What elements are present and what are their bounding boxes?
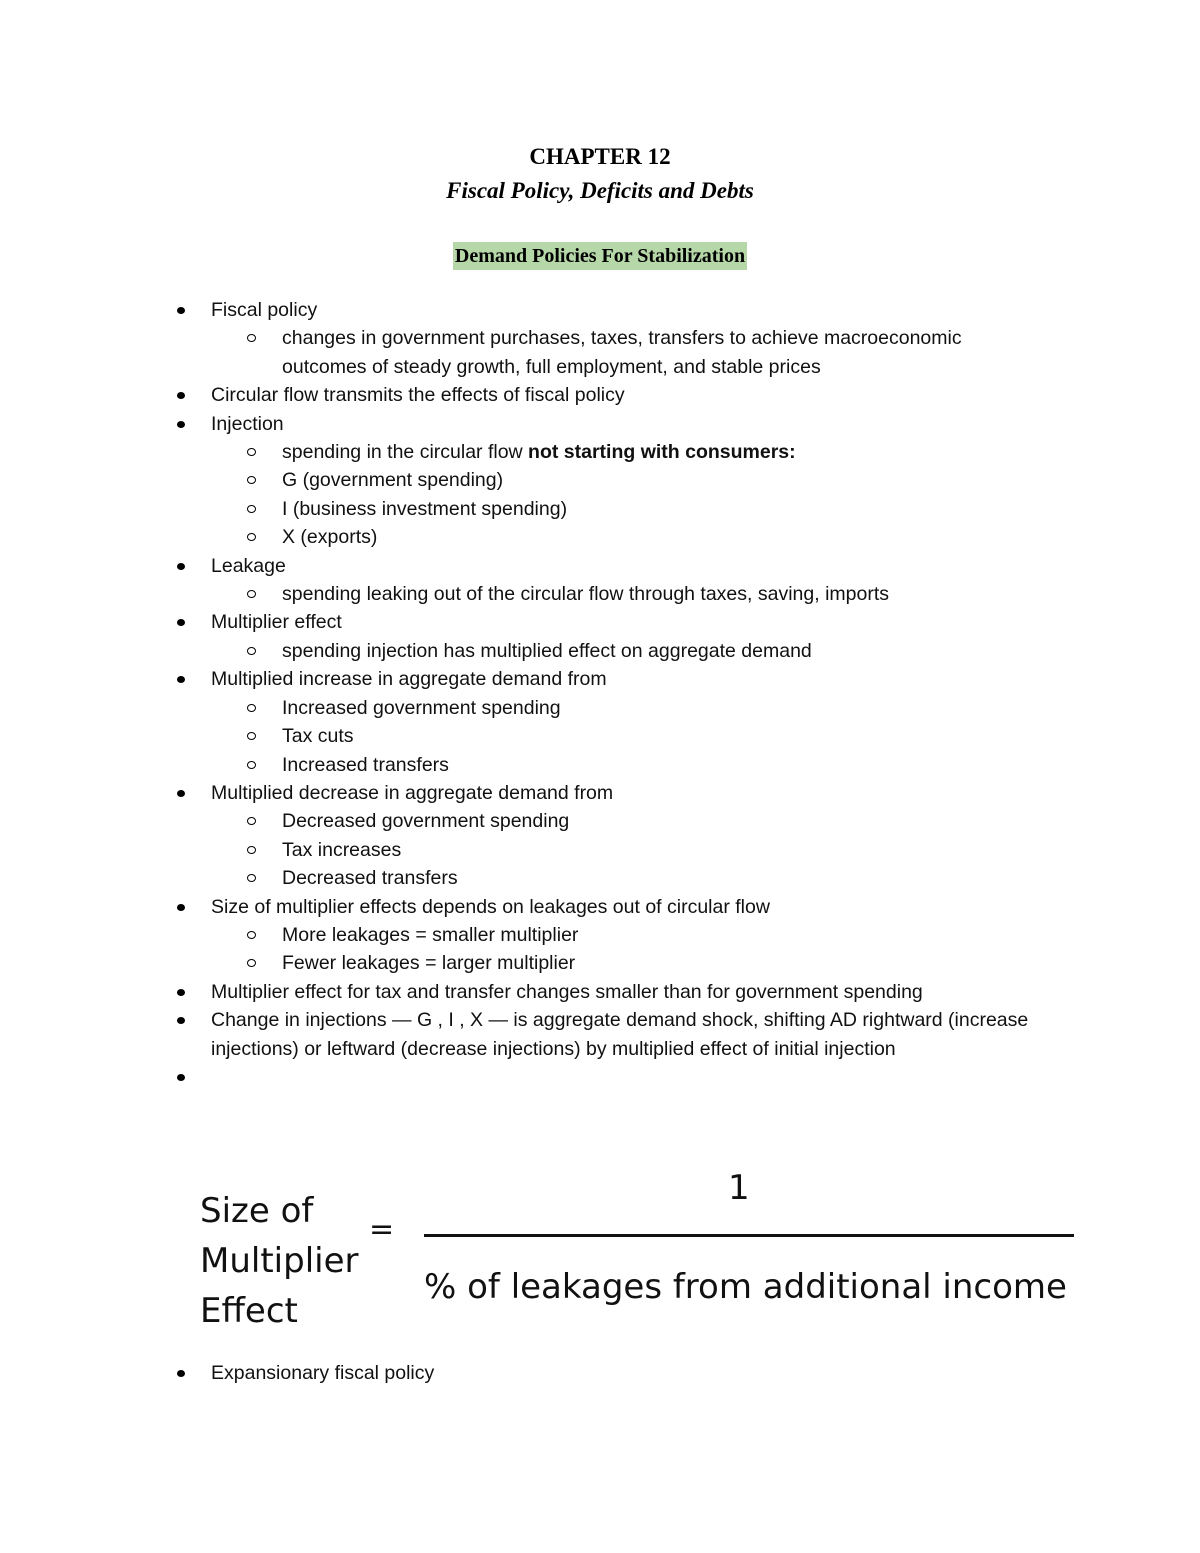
list-item-text: Circular flow transmits the effects of fiscal policy — [211, 384, 625, 407]
sub-list-item — [0, 949, 1200, 977]
list-item-text: X (exports) — [282, 526, 378, 549]
hollow-bullet-icon — [247, 704, 256, 712]
list-item-text: Expansionary fiscal policy — [211, 1362, 435, 1384]
hollow-bullet-icon — [247, 959, 256, 967]
list-item-text: Increased transfers — [282, 753, 449, 776]
formula-numerator: 1 — [728, 1168, 750, 1208]
list-item — [0, 296, 1200, 324]
hollow-bullet-icon — [247, 533, 256, 541]
hollow-bullet-icon — [247, 505, 256, 513]
sub-list-item — [0, 864, 1200, 892]
list-item — [0, 665, 1200, 693]
list-item-text: Multiplier effect — [211, 611, 342, 634]
sub-list-item — [0, 324, 1200, 381]
bullet-icon — [177, 392, 185, 399]
sub-list-item — [0, 438, 1200, 466]
list-item-text: changes in government purchases, taxes, transfers to achieve macroeconomic outcomes of steady growth, full employment, and stable prices — [282, 327, 962, 378]
chapter-subtitle: Fiscal Policy, Deficits and Debts — [446, 178, 754, 203]
hollow-bullet-icon — [247, 590, 256, 598]
hollow-bullet-icon — [247, 476, 256, 484]
list-item — [0, 1006, 1200, 1063]
list-item-bold-text: not starting with consumers: — [528, 441, 796, 464]
list-item-text: I (business investment spending) — [282, 497, 568, 520]
list-item-text: Multiplier effect for tax and transfer changes smaller than for government spending — [211, 980, 923, 1003]
list-item-text: Increased government spending — [282, 696, 561, 719]
bullet-icon — [177, 307, 185, 314]
list-item-text: Decreased government spending — [282, 810, 570, 833]
list-item-text: Injection — [211, 412, 284, 435]
chapter-heading: CHAPTER 12 — [529, 144, 671, 169]
sub-list-item — [0, 637, 1200, 665]
sub-list-item — [0, 836, 1200, 864]
hollow-bullet-icon — [247, 732, 256, 740]
formula-equals: = — [369, 1212, 395, 1247]
bullet-icon — [177, 619, 185, 626]
list-item-text: Fewer leakages = larger multiplier — [282, 952, 576, 975]
hollow-bullet-icon — [247, 761, 256, 769]
sub-list-item — [0, 722, 1200, 750]
sub-list-item — [0, 751, 1200, 779]
list-item-text: Tax increases — [282, 838, 402, 861]
sub-list-item — [0, 580, 1200, 608]
bullet-icon — [177, 790, 185, 797]
hollow-bullet-icon — [247, 448, 256, 456]
hollow-bullet-icon — [247, 334, 256, 342]
list-item — [0, 381, 1200, 409]
formula-denominator: % of leakages from additional income — [424, 1267, 1067, 1307]
list-item — [0, 608, 1200, 636]
sub-list-item — [0, 694, 1200, 722]
section-heading: Demand Policies For Stabilization — [453, 242, 747, 270]
list-item-text: Leakage — [211, 554, 286, 577]
hollow-bullet-icon — [247, 817, 256, 825]
section-heading-wrap — [0, 242, 1200, 270]
bullet-icon — [177, 676, 185, 683]
formula-left-side — [200, 1186, 358, 1336]
bullet-list — [0, 296, 1200, 1091]
bullet-icon — [177, 421, 185, 428]
bullet-icon — [177, 1017, 185, 1024]
list-item-text: Size of multiplier effects depends on leakages out of circular flow — [211, 895, 770, 918]
hollow-bullet-icon — [247, 931, 256, 939]
formula-left-line: Effect — [200, 1291, 298, 1331]
list-item-text: G (government spending) — [282, 469, 504, 492]
list-item-text: spending in the circular flow — [282, 441, 529, 464]
list-item-text: spending leaking out of the circular flow through taxes, saving, imports — [282, 583, 889, 606]
bullet-icon — [177, 989, 185, 996]
sub-list-item — [0, 807, 1200, 835]
list-item — [0, 1359, 1200, 1387]
bullet-icon — [177, 563, 185, 570]
formula-fraction-bar — [424, 1234, 1074, 1237]
formula-left-line: Size of — [200, 1191, 314, 1231]
list-item-text: Change in injections — G , I , X — is aggregate demand shock, shifting AD rightward (increase injections) or leftward (decrease injections) by multiplied effect of initial injection — [211, 1009, 1029, 1060]
list-item-text: Multiplied increase in aggregate demand from — [211, 668, 607, 691]
list-item — [0, 779, 1200, 807]
sub-list-item — [0, 495, 1200, 523]
sub-list-item — [0, 523, 1200, 551]
formula-left-line: Multiplier — [200, 1241, 359, 1281]
list-item-text: More leakages = smaller multiplier — [282, 923, 579, 946]
list-item-text: Multiplied decrease in aggregate demand from — [211, 781, 614, 804]
list-item-text: Fiscal policy — [211, 299, 318, 321]
bullet-icon — [177, 904, 185, 911]
hollow-bullet-icon — [247, 647, 256, 655]
list-item — [0, 978, 1200, 1006]
sub-list-item — [0, 921, 1200, 949]
hollow-bullet-icon — [247, 874, 256, 882]
multiplier-formula — [0, 1160, 1200, 1350]
list-item — [0, 893, 1200, 921]
sub-list-item — [0, 466, 1200, 494]
list-item-text: spending injection has multiplied effect on aggregate demand — [282, 639, 812, 662]
bullet-icon — [177, 1370, 185, 1377]
list-item — [0, 1063, 1200, 1091]
bullet-icon — [177, 1074, 185, 1081]
list-item — [0, 410, 1200, 438]
list-item-text: Decreased transfers — [282, 867, 458, 890]
list-item-text: Tax cuts — [282, 725, 354, 748]
bullet-list-continued — [0, 1359, 1200, 1387]
hollow-bullet-icon — [247, 846, 256, 854]
list-item — [0, 552, 1200, 580]
